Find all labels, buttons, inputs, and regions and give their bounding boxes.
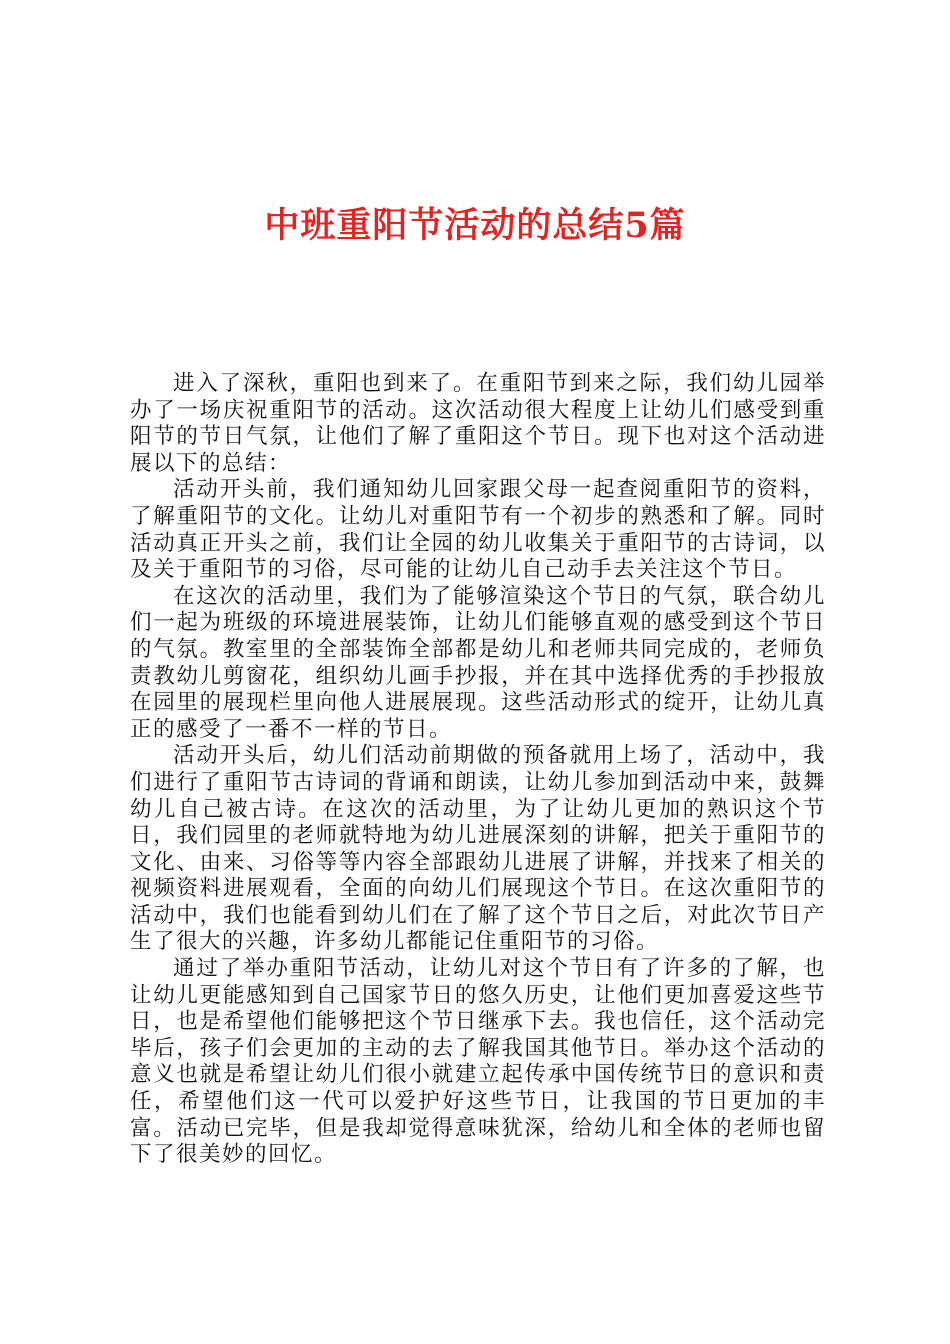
- paragraph: 在这次的活动里，我们为了能够渲染这个节日的气氛，联合幼儿们一起为班级的环境进展装饰，让幼儿们能够直观的感受到这个节日的气氛。教室里的全部装饰全部都是幼儿和老师共同完成的，老师负责教幼儿剪窗花，组织幼儿画手抄报，并在其中选择优秀的手抄报放在园里的展现栏里向他人进展展现。这些活动形式的绽开，让幼儿真正的感受了一番不一样的节日。: [130, 583, 826, 742]
- paragraph: 通过了举办重阳节活动，让幼儿对这个节日有了许多的了解，也让幼儿更能感知到自己国家节日的悠久历史，让他们更加喜爱这些节日，也是希望他们能够把这个节日继承下去。我也信任，这个活动完毕后，孩子们会更加的主动的去了解我国其他节日。举办这个活动的意义也就是希望让幼儿们很小就建立起传承中国传统节日的意识和责任，希望他们这一代可以爱护好这些节日，让我国的节日更加的丰富。活动已完毕，但是我却觉得意味犹深，给幼儿和全体的老师也留下了很美妙的回忆。: [130, 956, 826, 1168]
- paragraph: 活动开头后，幼儿们活动前期做的预备就用上场了，活动中，我们进行了重阳节古诗词的背诵和朗读，让幼儿参加到活动中来，鼓舞幼儿自己被古诗。在这次的活动里，为了让幼儿更加的熟识这个节日，我们园里的老师就特地为幼儿进展深刻的讲解，把关于重阳节的文化、由来、习俗等等内容全部跟幼儿进展了讲解，并找来了相关的视频资料进展观看，全面的向幼儿们展现这个节日。在这次重阳节的活动中，我们也能看到幼儿们在了解了这个节日之后，对此次节日产生了很大的兴趣，许多幼儿都能记住重阳节的习俗。: [130, 743, 826, 955]
- document-title: 中班重阳节活动的总结5篇: [264, 205, 686, 246]
- paragraph: 活动开头前，我们通知幼儿回家跟父母一起查阅重阳节的资料，了解重阳节的文化。让幼儿对重阳节有一个初步的熟悉和了解。同时活动真正开头之前，我们让全园的幼儿收集关于重阳节的古诗词，以及关于重阳节的习俗，尽可能的让幼儿自己动手去关注这个节日。: [130, 477, 826, 583]
- document-body: [130, 371, 826, 1169]
- paragraph: 进入了深秋，重阳也到来了。在重阳节到来之际，我们幼儿园举办了一场庆祝重阳节的活动。这次活动很大程度上让幼儿们感受到重阳节的节日气氛，让他们了解了重阳这个节日。现下也对这个活动进展以下的总结：: [130, 371, 826, 476]
